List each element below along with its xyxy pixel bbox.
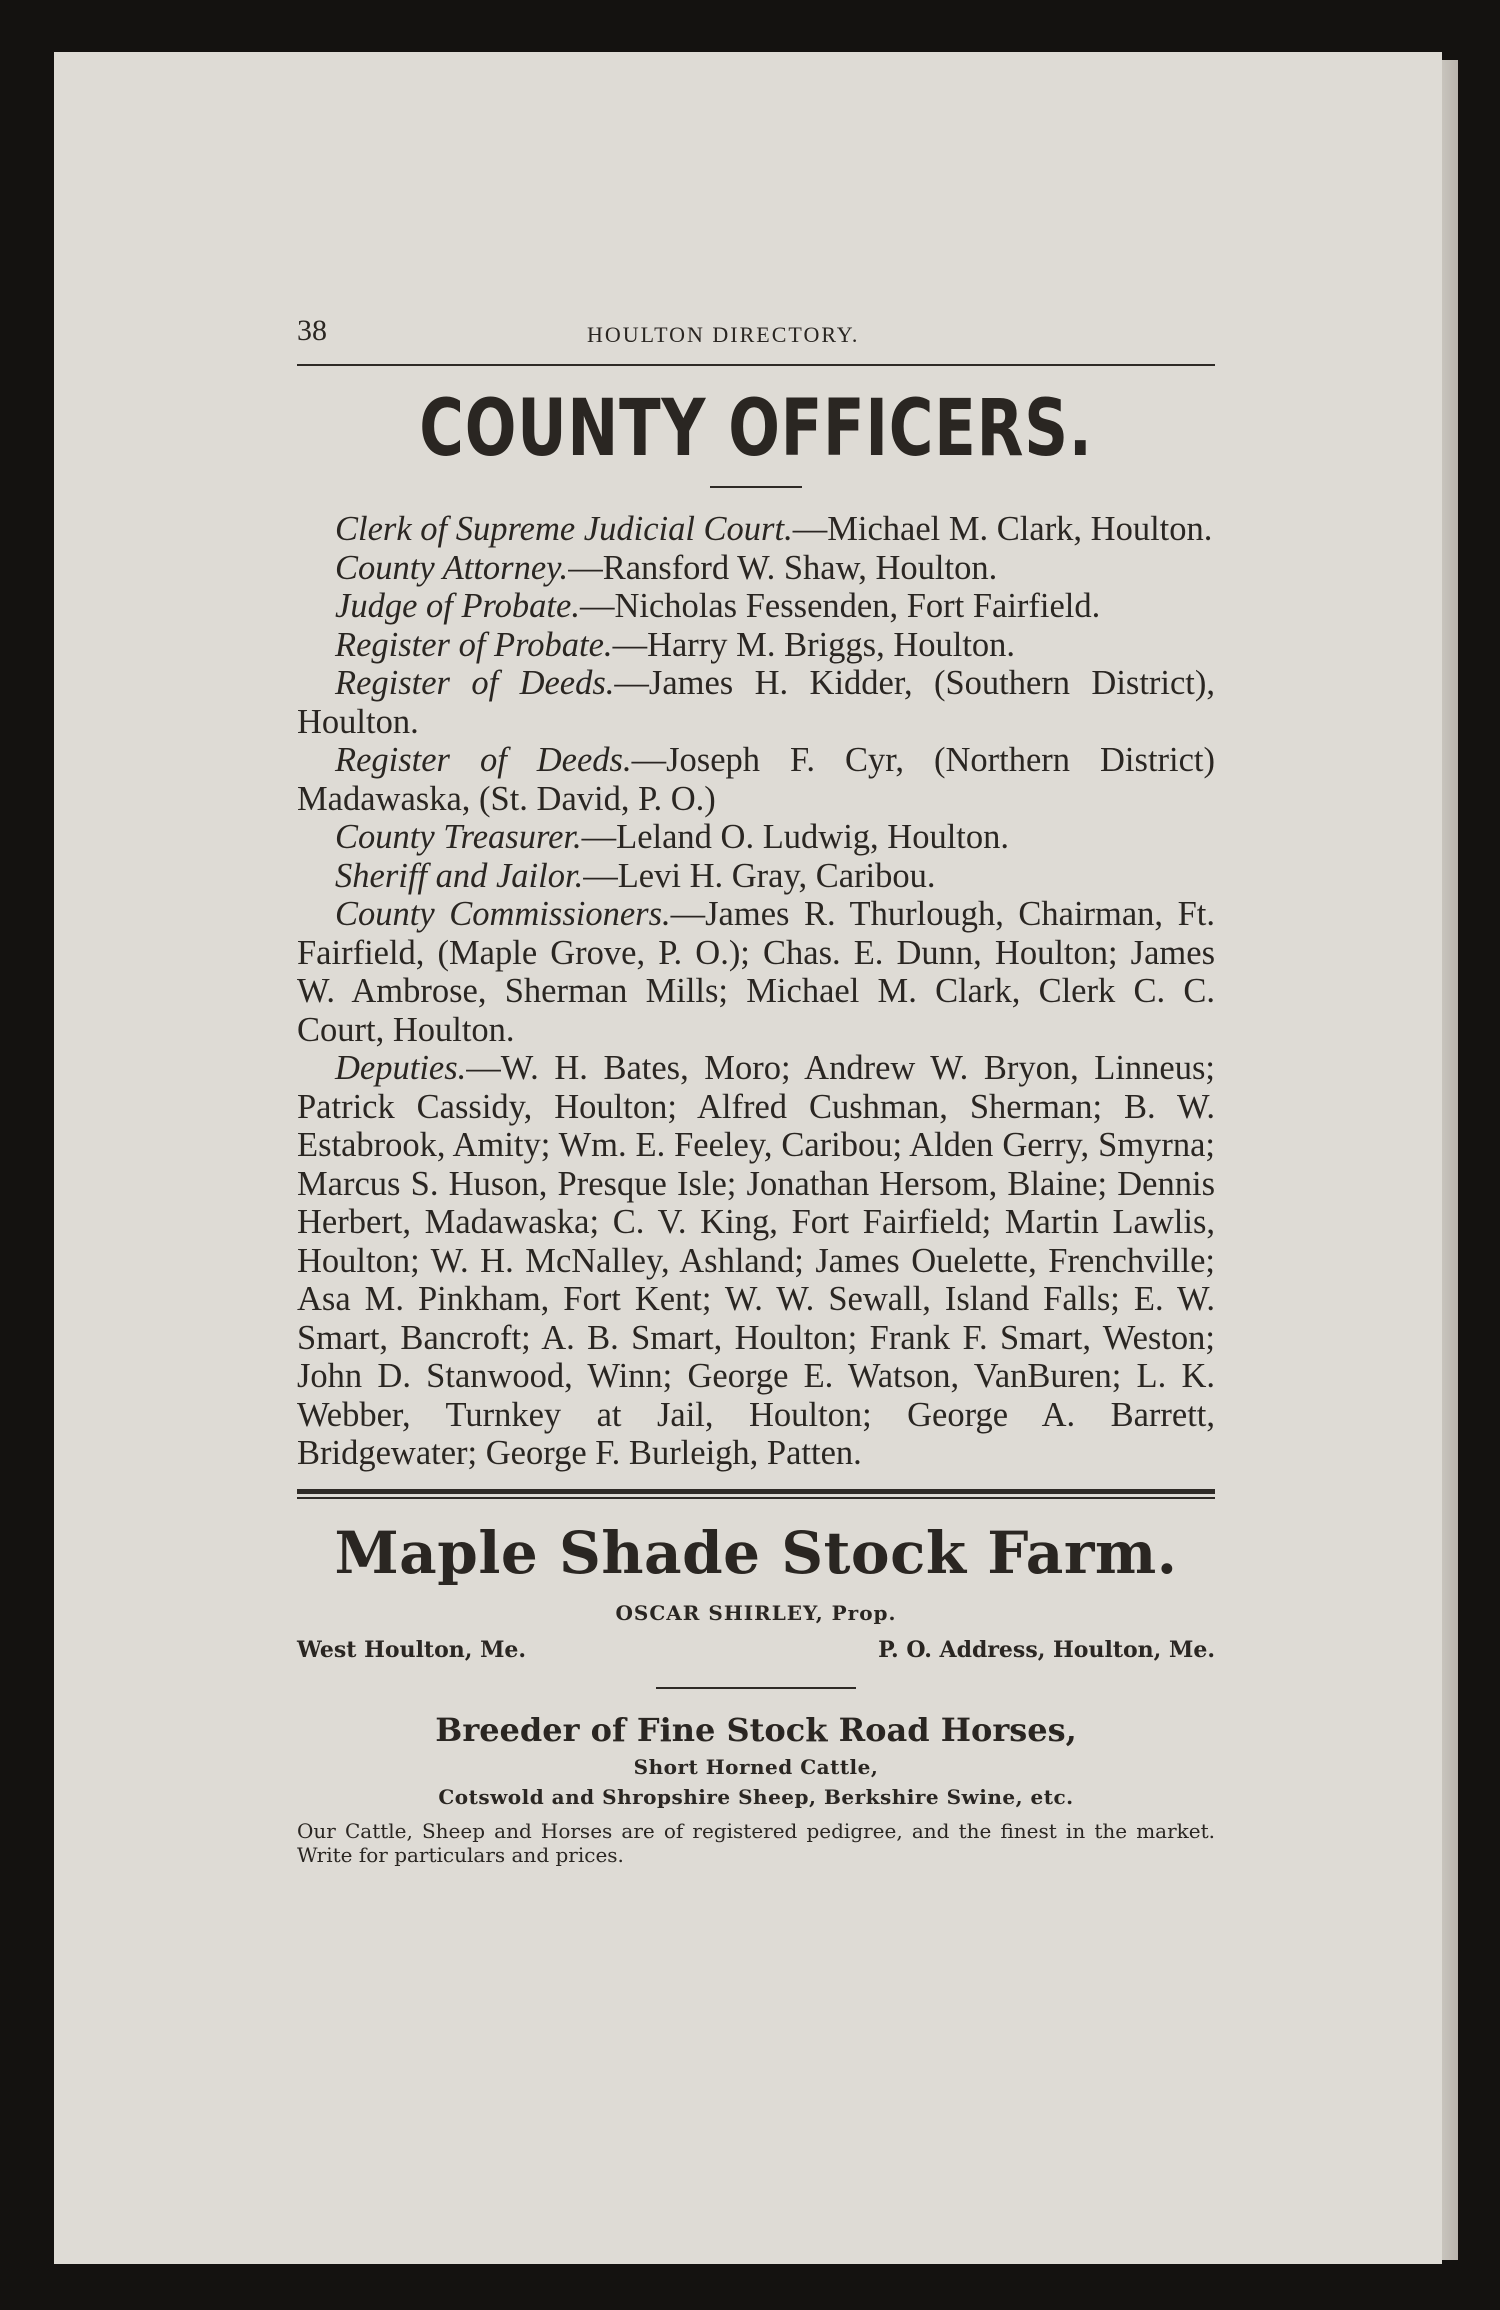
ad-location: West Houlton, Me. <box>297 1636 527 1663</box>
ad-breeder: Breeder of Fine Stock Road Horses, <box>435 1710 1077 1749</box>
officer-name: —Leland O. Ludwig, Houlton. <box>581 818 1009 856</box>
page-number: 38 <box>297 314 327 347</box>
ad-addresses <box>297 1637 1215 1663</box>
section-title: COUNTY OFFICERS. <box>419 384 1093 474</box>
officer-name: —Nicholas Fessenden, Fort Fairfield. <box>579 587 1101 625</box>
section-divider <box>297 1489 1215 1499</box>
officer-name: —James H. Kidder, (Southern District), Houlton. <box>297 664 1216 741</box>
ad-cattle-line: Short Horned Cattle, <box>633 1754 879 1779</box>
officer-entry <box>297 741 1215 818</box>
page-content <box>297 300 1215 1867</box>
ad-note: Our Cattle, Sheep and Horses are of registered pedigree, and the finest in the market. Write for particulars and prices. <box>297 1818 1215 1867</box>
running-title: HOULTON DIRECTORY. <box>587 322 860 347</box>
office-title: Deputies. <box>335 1049 467 1087</box>
officer-entry <box>297 857 1215 896</box>
running-head <box>297 300 1215 350</box>
officer-entry <box>297 626 1215 665</box>
officer-name: —Joseph F. Cyr, (Northern District) Madawaska, (St. David, P. O.) <box>297 741 1215 818</box>
officer-list <box>297 510 1215 1473</box>
office-title: County Commissioners. <box>335 895 671 933</box>
officer-entry <box>297 895 1215 1049</box>
office-title: County Treasurer. <box>335 818 582 856</box>
officer-entry <box>297 510 1215 549</box>
office-title: Sheriff and Jailor. <box>335 856 584 895</box>
officer-name: —James R. Thurlough, Chairman, Ft. Fairfield, (Maple Grove, P. O.); Chas. E. Dunn, Houlton; James W. Ambrose, Sherman Mills; Michael M. Clark, Clerk C. C. Court, Houlton. <box>297 895 1216 1049</box>
ad-stock-line: Cotswold and Shropshire Sheep, Berkshire Swine, etc. <box>438 1784 1074 1809</box>
officer-name: —Michael M. Clark, Houlton. <box>792 510 1213 548</box>
ad-title: Maple Shade Stock Farm. <box>334 1518 1178 1587</box>
ad-rule <box>656 1687 856 1689</box>
officer-name: —Levi H. Gray, Caribou. <box>583 856 936 895</box>
officer-entry <box>297 587 1215 626</box>
office-title: Judge of Probate. <box>335 587 580 625</box>
header-rule <box>297 364 1215 366</box>
office-title: County Attorney. <box>335 548 569 587</box>
title-rule <box>710 486 802 488</box>
office-title: Clerk of Supreme Judicial Court. <box>335 510 793 548</box>
office-title: Register of Deeds. <box>335 741 632 779</box>
officer-name: —W. H. Bates, Moro; Andrew W. Bryon, Linneus; Patrick Cassidy, Houlton; Alfred Cushman, Sherman; B. W. Estabrook, Amity; Wm. E. Feeley, Caribou; Alden Gerry, Smyrna; Marcus S. Huson, Presque Isle; Jonathan Hersom, Blaine; Dennis Herbert, Madawaska; C. V. King, Fort Fairfield; Martin Lawlis, Houlton; W. H. McNalley, Ashland; James Ouelette, Frenchville; Asa M. Pinkham, Fort Kent; W. W. Sewall, Island Falls; E. W. Smart, Bancroft; A. B. Smart, Houlton; Frank F. Smart, Weston; John D. Stanwood, Winn; George E. Watson, VanBuren; L. K. Webber, Turnkey at Jail, Houlton; George A. Barrett, Bridgewater; George F. Burleigh, Patten. <box>297 1049 1215 1472</box>
officer-entry <box>297 1049 1215 1473</box>
officer-entry <box>297 818 1215 857</box>
officer-name: —Harry M. Briggs, Houlton. <box>612 625 1016 664</box>
officer-name: —Ransford W. Shaw, Houlton. <box>568 548 998 587</box>
ad-proprietor: OSCAR SHIRLEY, Prop. <box>615 1600 897 1625</box>
ad-po-address: P. O. Address, Houlton, Me. <box>878 1636 1215 1663</box>
officer-entry <box>297 664 1215 741</box>
advertisement <box>297 1519 1215 1867</box>
office-title: Register of Deeds. <box>335 664 615 702</box>
officer-entry <box>297 549 1215 588</box>
office-title: Register of Probate. <box>335 625 613 664</box>
